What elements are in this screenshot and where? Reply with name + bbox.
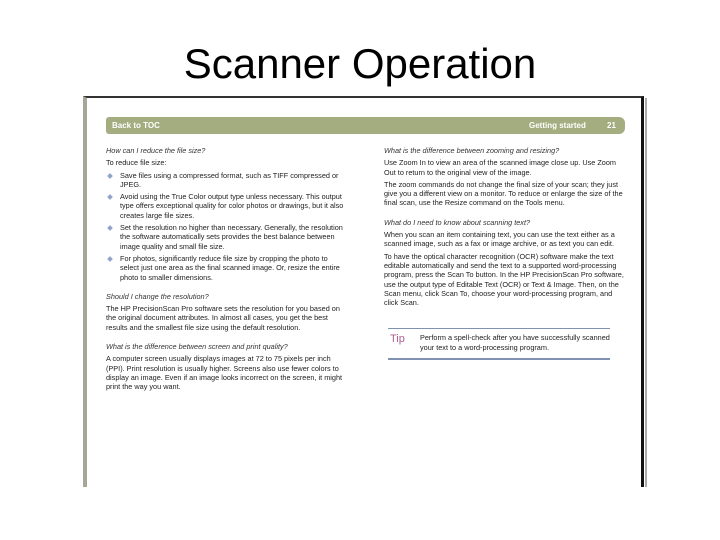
bullet-item: Set the resolution no higher than necessary. Generally, the resolution the software automatically sets provides the best balance between image quality and small file size. <box>106 223 346 251</box>
ocr-paragraph: To have the optical character recognition (OCR) software make the text editable automatically and send the text to a supported word-processing program, press the Scan To button. In the HP PrecisionScan Pro software, use the output type of Editable Text (OCR) or Text & Image. Then, on the Scan menu, click Scan To, choose your word-processing program, and click Scan. <box>384 251 624 308</box>
slide-title: Scanner Operation <box>183 40 537 87</box>
section-label: Getting started <box>529 121 586 130</box>
resize-paragraph: The zoom commands do not change the final size of your scan; they just give you a different view on a monitor. To reduce or enlarge the size of the final scan, use the Resize command on the Tools menu. <box>384 179 623 208</box>
resolution-paragraph: The HP PrecisionScan Pro software sets the resolution for you based on the original document attributes. In almost all cases, you get the best results and the smallest file size using the default resolution. <box>106 304 340 332</box>
heading-resolution: Should I change the resolution? <box>106 291 209 301</box>
back-to-toc-link[interactable]: Back to TOC <box>112 121 160 130</box>
tip-box <box>388 328 610 360</box>
intro-text: To reduce file size: <box>106 158 167 168</box>
tip-label: Tip <box>390 333 405 346</box>
heading-zoom-resize: What is the difference between zooming and resizing? <box>384 146 560 155</box>
screen-print-paragraph: A computer screen usually displays images at 72 to 75 pixels per inch (PPI). Print resolution is usually higher. Screens also use fewer colors to display an image. Even if an image looks incorrect on the screen, it might print the way you want. <box>106 354 343 392</box>
heading-reduce-file-size: How can I reduce the file size? <box>106 146 206 155</box>
heading-screen-print: What is the difference between screen and print quality? <box>106 342 288 352</box>
bullet-item: For photos, significantly reduce file size by cropping the photo to select just one area as the final scanned image. Or, resize the entire photo to smaller dimensions. <box>106 254 346 282</box>
page-number: 21 <box>607 121 616 130</box>
right-column <box>384 146 624 360</box>
left-column <box>106 146 346 395</box>
heading-scanning-text: What do I need to know about scanning text? <box>384 217 531 227</box>
bullet-item: Avoid using the True Color output type unless necessary. This output type offers exceptional quality for color photos or drawings, but it also creates large file sizes. <box>106 192 346 220</box>
tip-text: Perform a spell-check after you have successfully scanned your text to a word-processing program. <box>420 333 610 352</box>
scanning-text-paragraph: When you scan an item containing text, you can use the text either as a scanned image, such as a fax or image archive, or as text you can edit. <box>384 230 615 249</box>
page-header-bar <box>106 117 625 134</box>
bullet-item: Save files using a compressed format, such as TIFF compressed or JPEG. <box>106 171 346 190</box>
zoom-paragraph: Use Zoom In to view an area of the scanned image close up. Use Zoom Out to return to the original view of the image. <box>384 158 616 177</box>
